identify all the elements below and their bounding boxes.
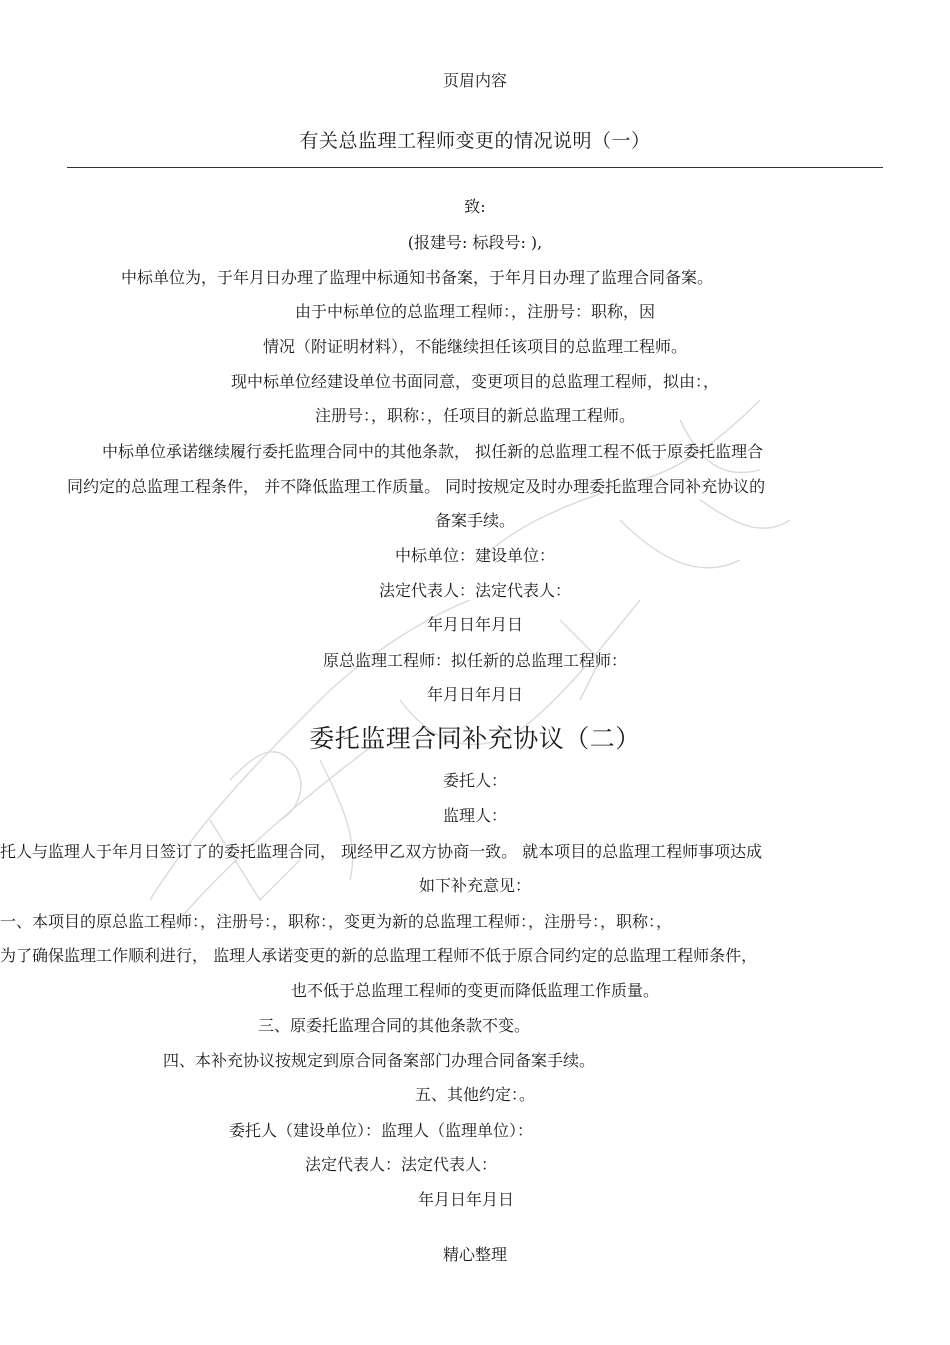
signature-dates-3: 年月日年月日 <box>418 1190 515 1209</box>
signature-dates-1: 年月日年月日 <box>426 615 523 634</box>
page-header: 页眉内容 <box>442 71 507 90</box>
signature-representatives: 法定代表人：法定代表人： <box>378 581 571 600</box>
clause-4: 四、本补充协议按规定到原合同备案部门办理合同备案手续。 <box>163 1051 596 1070</box>
signature-units: 中标单位：建设单位： <box>394 546 555 565</box>
registration-line: (报建号: 标段号: ), <box>407 233 543 252</box>
supervisor-line: 监理人： <box>442 806 507 825</box>
signature-dates-2: 年月日年月日 <box>426 685 523 704</box>
client-line: 委托人： <box>442 771 507 790</box>
commitment-line-2: 同约定的总监理工程条件， 并不降低监理工作质量。 同时按规定及时办理委托监理合同补充协议的 <box>67 477 766 496</box>
agreement-line-1: 托人与监理人于年月日签订了的委托监理合同， 现经甲乙双方协商一致。 就本项目的总监理工程师事项达成 <box>0 842 763 861</box>
page-footer: 精心整理 <box>442 1245 507 1264</box>
clause-3: 三、原委托监理合同的其他条款不变。 <box>258 1016 531 1035</box>
clause-2-line-2: 也不低于总监理工程师的变更而降低监理工作质量。 <box>290 981 659 1000</box>
commitment-line-1: 中标单位承诺继续履行委托监理合同中的其他条款， 拟任新的总监理工程不低于原委托监理合 <box>102 442 764 461</box>
addressee-line: 致: <box>464 197 486 216</box>
clause-5: 五、其他约定：。 <box>414 1085 535 1104</box>
change-line-2: 注册号：，职称：，任项目的新总监理工程师。 <box>314 406 635 425</box>
section1-title: 有关总监理工程师变更的情况说明（一） <box>299 130 651 152</box>
reason-line-2: 情况（附证明材料），不能继续担任该项目的总监理工程师。 <box>262 337 687 356</box>
signature-representatives-2: 法定代表人：法定代表人： <box>305 1155 498 1174</box>
change-line-1: 现中标单位经建设单位书面同意，变更项目的总监理工程师，拟由：， <box>230 372 719 391</box>
commitment-line-3: 备案手续。 <box>434 511 515 530</box>
agreement-line-2: 如下补充意见： <box>418 876 531 895</box>
section2-title: 委托监理合同补充协议（二） <box>309 724 641 753</box>
clause-1: 一、本项目的原总监工程师：，注册号：，职称：，变更为新的总监理工程师：，注册号：，职称：， <box>0 912 673 931</box>
title-divider <box>67 167 883 168</box>
reason-line-1: 由于中标单位的总监理工程师：，注册号：职称，因 <box>294 302 655 321</box>
clause-2-line-1: 为了确保监理工作顺利进行， 监理人承诺变更的新的总监理工程师不低于原合同约定的总监理工程师条件， <box>0 946 758 965</box>
signature-parties: 委托人（建设单位）：监理人（监理单位）： <box>229 1121 534 1140</box>
signature-engineers: 原总监理工程师：拟任新的总监理工程师： <box>322 651 627 670</box>
winning-unit-line: 中标单位为，于年月日办理了监理中标通知书备案，于年月日办理了监理合同备案。 <box>121 268 714 287</box>
